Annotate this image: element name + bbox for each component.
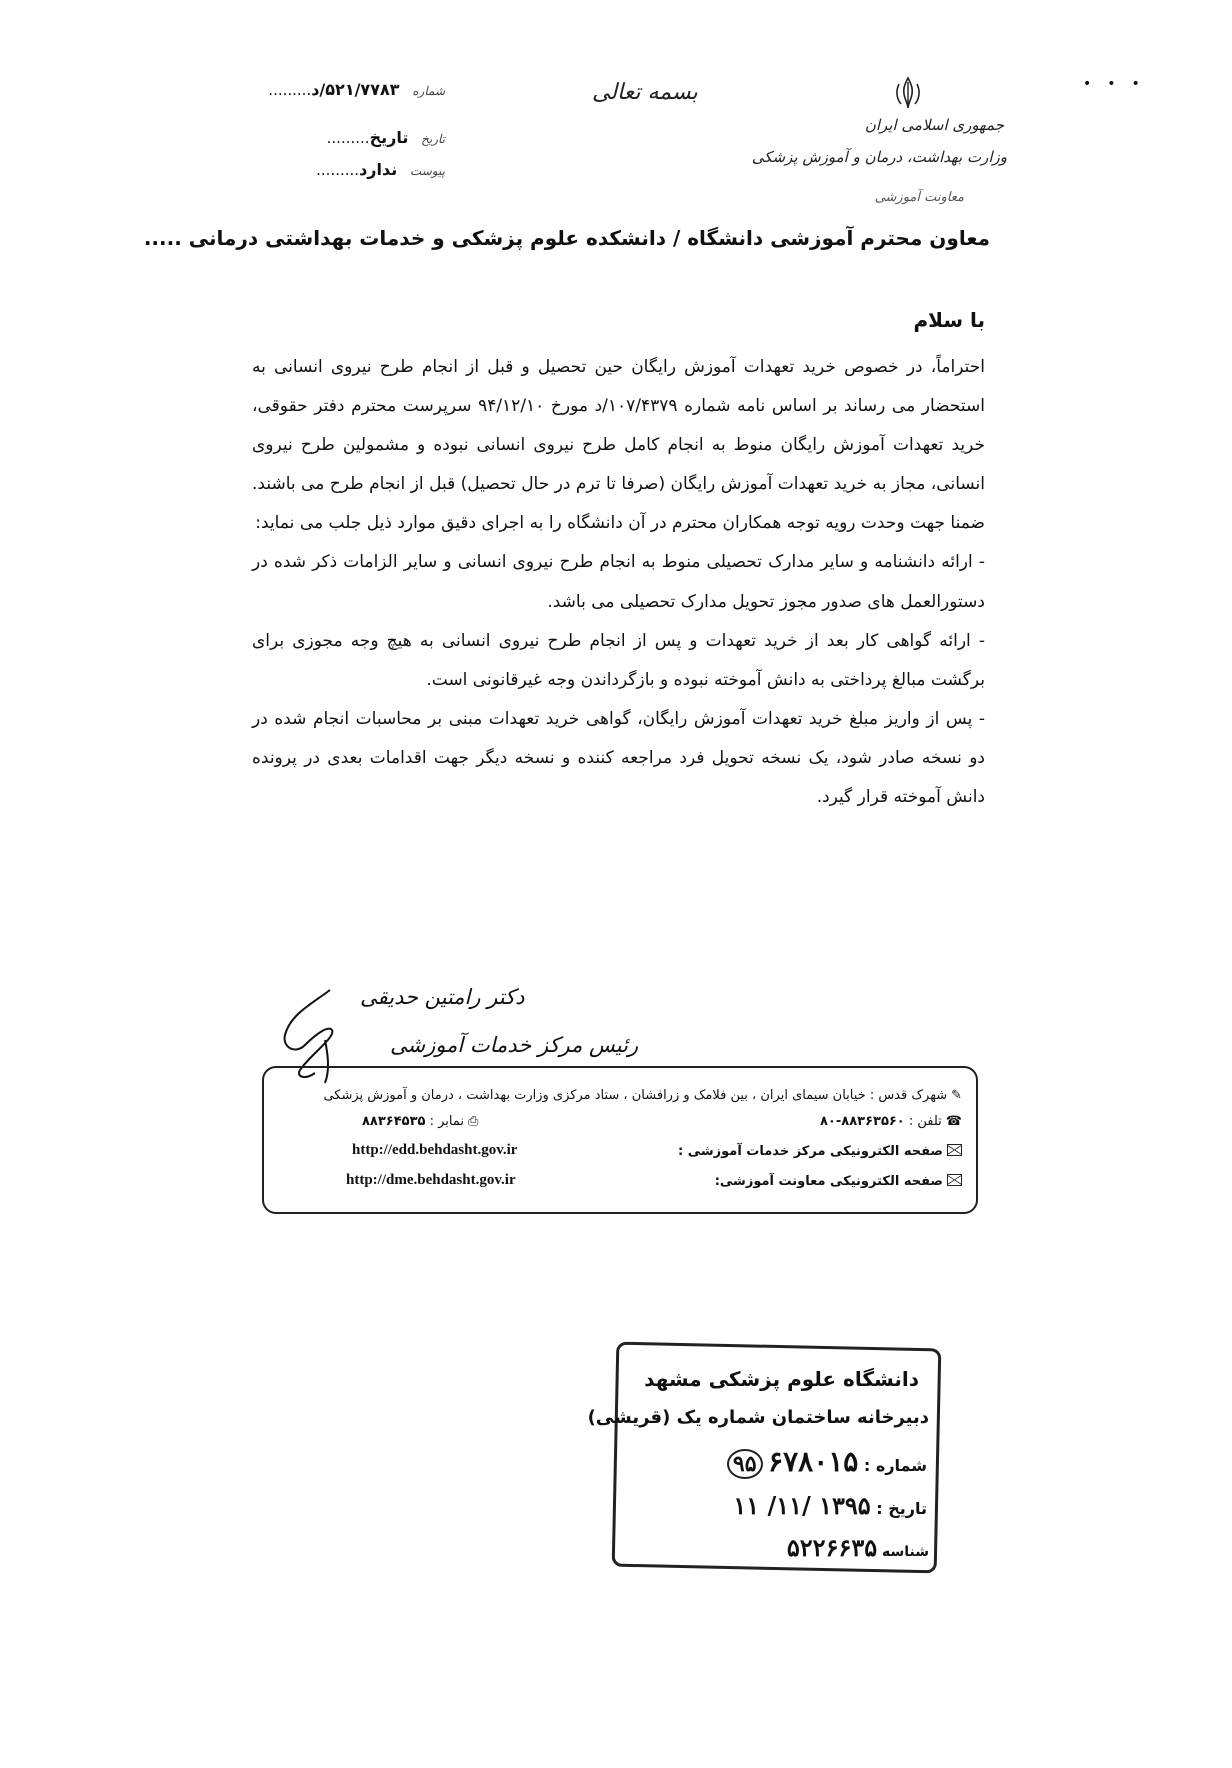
body-item-2: - ارائه گواهی کار بعد از خرید تعهدات و پس از انجام طرح نیروی انسانی به هیچ وجه مجوزی برای برگشت مبالغ پرداختی به دانش آموخته نبوده و بازگرداندن وجه غیرقانونی است.	[252, 630, 985, 690]
stamp-date-row	[733, 1491, 927, 1520]
punch-marks	[1083, 76, 1156, 92]
addressee-line: معاون محترم آموزشی دانشگاه / دانشکده علوم پزشکی و خدمات بهداشتی درمانی .....	[143, 226, 990, 250]
letter-number-value: ۵۲۱/۷۷۸۳/د	[311, 80, 400, 99]
footer-fax-value: ۸۸۳۶۴۵۳۵	[362, 1114, 426, 1129]
stamp-id-row	[787, 1533, 929, 1562]
letter-attachment-value: ندارد	[359, 160, 398, 179]
letter-number-label: شماره	[412, 84, 445, 98]
letter-date-label: تاریخ	[421, 132, 445, 146]
punch-mark-icon: •	[1131, 76, 1156, 92]
footer-phone-row	[820, 1114, 962, 1129]
registration-stamp	[587, 1345, 939, 1570]
letter-attachment-label: پیوست	[410, 164, 445, 178]
pen-icon: ✎	[951, 1088, 962, 1103]
punch-mark-icon: •	[1083, 76, 1108, 92]
footer-phone-label: تلفن :	[908, 1114, 942, 1129]
phone-icon: ☎	[945, 1114, 962, 1129]
footer-fax-row	[362, 1114, 478, 1129]
letter-date-dots: .........	[326, 129, 370, 147]
stamp-office: دبیرخانه ساختمان شماره یک (قریشی)	[587, 1407, 929, 1428]
stamp-id-value: ۵۲۲۶۶۳۵	[786, 1533, 878, 1562]
fax-icon: ⎙	[468, 1114, 479, 1129]
letterhead-deputy: معاونت آموزشی	[874, 190, 964, 205]
letter-number-row	[268, 80, 445, 99]
stamp-number-row	[727, 1445, 927, 1478]
footer-dme-url[interactable]: http://dme.behdasht.gov.ir	[346, 1172, 516, 1188]
signatory-name: دکتر رامتین حدیقی	[360, 985, 525, 1009]
stamp-year-code: ۹۵	[727, 1449, 763, 1479]
stamp-number-value: ۶۷۸۰۱۵	[768, 1445, 859, 1478]
footer-dme-label: صفحه الکترونیکی معاونت آموزشی:	[714, 1174, 943, 1189]
letter-body	[252, 348, 985, 817]
greeting: با سلام	[913, 308, 985, 332]
letter-attachment-dots: .........	[316, 161, 360, 179]
letter-number-dots: .........	[268, 81, 312, 99]
bismillah-heading: بسمه تعالی	[592, 80, 698, 105]
stamp-id-label: شناسه	[882, 1544, 929, 1560]
footer-address: شهرک قدس : خیابان سیمای ایران ، بین فلامک و زرافشان ، ستاد مرکزی وزارت بهداشت ، درمان و آموزش پزشکی	[323, 1088, 948, 1103]
stamp-date-value: ۱۳۹۵ /۱۱/ ۱۱	[733, 1491, 871, 1520]
stamp-date-label: تاریخ :	[876, 1499, 927, 1518]
footer-address-row	[323, 1088, 962, 1103]
stamp-university: دانشگاه علوم پزشکی مشهد	[644, 1367, 919, 1391]
footer-dme-row	[715, 1174, 962, 1189]
letterhead-ministry: وزارت بهداشت، درمان و آموزش پزشکی	[751, 148, 1007, 166]
footer-edd-label: صفحه الکترونیکی مرکز خدمات آموزشی :	[677, 1144, 943, 1159]
body-item-1: - ارائه دانشنامه و سایر مدارک تحصیلی منوط به انجام طرح نیروی انسانی و سایر الزامات ذکر شده در دستورالعمل های صدور مجوز تحویل مدارک تحصیلی می باشد.	[252, 552, 985, 612]
punch-mark-icon: •	[1107, 76, 1132, 92]
footer-edd-url[interactable]: http://edd.behdasht.gov.ir	[352, 1142, 518, 1158]
letter-date-value: تاریخ	[369, 128, 409, 147]
signatory-title: رئیس مرکز خدمات آموزشی	[390, 1033, 639, 1057]
iran-emblem-icon	[893, 76, 923, 110]
body-intro: احتراماً، در خصوص خرید تعهدات آموزش رایگان حین تحصیل و قبل از انجام طرح نیروی انسانی به استحضار می رساند بر اساس نامه شماره ۱۰۷/۴۳۷۹/د مورخ ۹۴/۱۲/۱۰ سرپرست محترم دفتر حقوقی، خرید تعهدات آموزش رایگان منوط به انجام کامل طرح نیروی انسانی نبوده و مشمولین طرح نیروی انسانی، مجاز به خرید تعهدات آموزش رایگان (صرفا تا ترم در حال تحصیل) قبل از انجام طرح می باشند. ضمنا جهت وحدت رویه توجه همکاران محترم در آن دانشگاه را به اجرای دقیق موارد ذیل جلب می نماید:	[252, 357, 985, 534]
letterhead-republic: جمهوری اسلامی ایران	[864, 116, 1004, 134]
letter-date-row	[275, 128, 445, 147]
mail-icon	[947, 1174, 962, 1186]
footer-fax-label: نمابر :	[429, 1114, 465, 1129]
body-item-3: - پس از واریز مبلغ خرید تعهدات آموزش رایگان، گواهی خرید تعهدات مبنی بر محاسبات انجام شده در دو نسخه صادر شود، یک نسخه تحویل فرد مراجعه کننده و نسخه دیگر جهت اقدامات بعدی در پرونده دانش آموخته قرار گیرد.	[252, 708, 985, 808]
footer-phone-value: ۸۸۳۶۳۵۶۰-۸۰	[819, 1114, 905, 1129]
letter-attachment-row	[275, 160, 445, 179]
stamp-number-label: شماره :	[863, 1456, 927, 1475]
mail-icon	[947, 1144, 962, 1156]
footer-edd-row	[678, 1144, 962, 1159]
footer-contact-box	[262, 1066, 978, 1214]
